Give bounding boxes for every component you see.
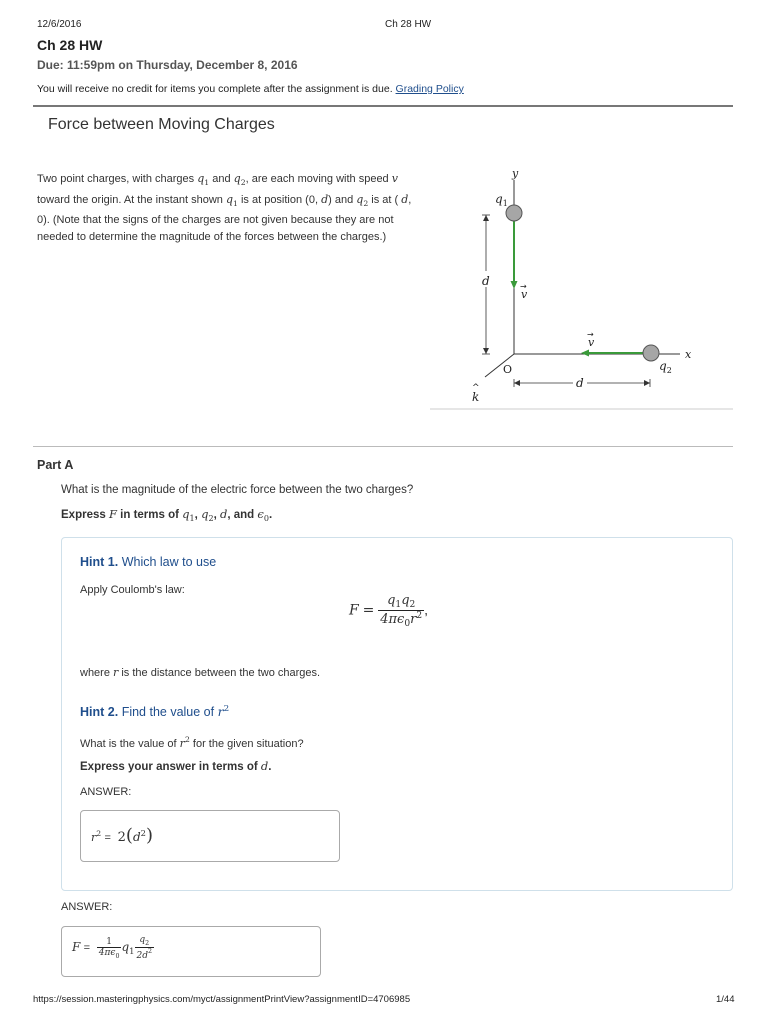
svg-text:→: → [587,330,594,339]
k-hat-label: k [472,390,480,404]
final-answer-label: ANSWER: [61,901,113,913]
grading-policy-link[interactable]: Grading Policy [395,83,464,95]
q1-label: $q_1$ [495,192,508,208]
q2-symbol: $q_2$ [233,172,246,187]
hint-2-answer-box [80,810,340,862]
d-label-horizontal: d [576,376,584,390]
hint-1-text: Apply Coulomb's law: [80,584,185,596]
charge-q2 [643,345,659,361]
y-axis-label: y [512,167,519,180]
origin-label: O [503,363,513,376]
final-answer-value: F = $\frac{1}{4\pi\epsilon_0}$ $q_1$ $\frac{q_2}{2d^2}$ [72,935,153,961]
header-divider [33,105,733,107]
charge-q1 [506,205,522,221]
d-label-vertical: d [482,274,490,288]
final-answer-box [61,926,321,977]
credit-text: You will receive no credit for items you complete after the assignment is due. [37,83,393,95]
q1-symbol: $q_1$ [197,172,210,187]
page-number: 1/44 [716,994,735,1005]
part-a-question: What is the magnitude of the electric force between the two charges? [61,484,414,496]
v2-label: v [588,336,595,349]
hint-2-heading[interactable]: Hint 2. Find the value of $r^2$ [80,704,230,719]
hint-2-answer-label: ANSWER: [80,786,132,798]
print-title: Ch 28 HW [385,19,432,30]
hint-1-heading[interactable]: Hint 1. Which law to use [80,555,217,569]
q2-label: $q_2$ [659,359,672,375]
part-a-label: Part A [37,458,74,472]
footer-url: https://session.masteringphysics.com/myct/assignmentPrintView?assignmentID=4706985 [33,994,411,1005]
part-divider [33,446,733,447]
assignment-title: Ch 28 HW [37,37,103,53]
hints-panel [61,537,733,891]
svg-text:^: ^ [472,383,480,393]
svg-text:→: → [520,282,527,291]
due-date: Due: 11:59pm on Thursday, December 8, 2016 [37,58,298,72]
part-a-express: Express F in terms of $q_1$, $q_2$, d, and $\epsilon_0$. [61,507,273,523]
problem-statement: Two point charges, with charges $q_1$ and $q_2$, are each moving with speed v toward the origin. At the instant shown $q_1$ is at position (0, d) and $q_2$ is at ( d, 0). (Note that the signs of the charges are not given because they are not needed to determine the magnitude of the forces between the charges.) [37,172,412,243]
hint-2-express: Express your answer in terms of d. [80,759,272,773]
credit-notice [37,83,464,95]
print-date: 12/6/2016 [37,19,82,30]
x-axis-label: x [685,348,692,361]
v1-label: v [521,288,528,301]
hint-2-answer-value: $r^2 = 2(d^2)$ [91,825,153,846]
charges-diagram [425,165,735,415]
hint-2-question: What is the value of $r^2$ for the given situation? [80,735,304,750]
section-title: Force between Moving Charges [48,116,275,133]
coulomb-law-equation: F = $\frac{q_1q_2}{4\pi\epsilon_0r^2}$ , [349,593,429,629]
v-symbol: v [391,172,398,185]
hint-1-where: where r is the distance between the two charges. [80,666,321,679]
